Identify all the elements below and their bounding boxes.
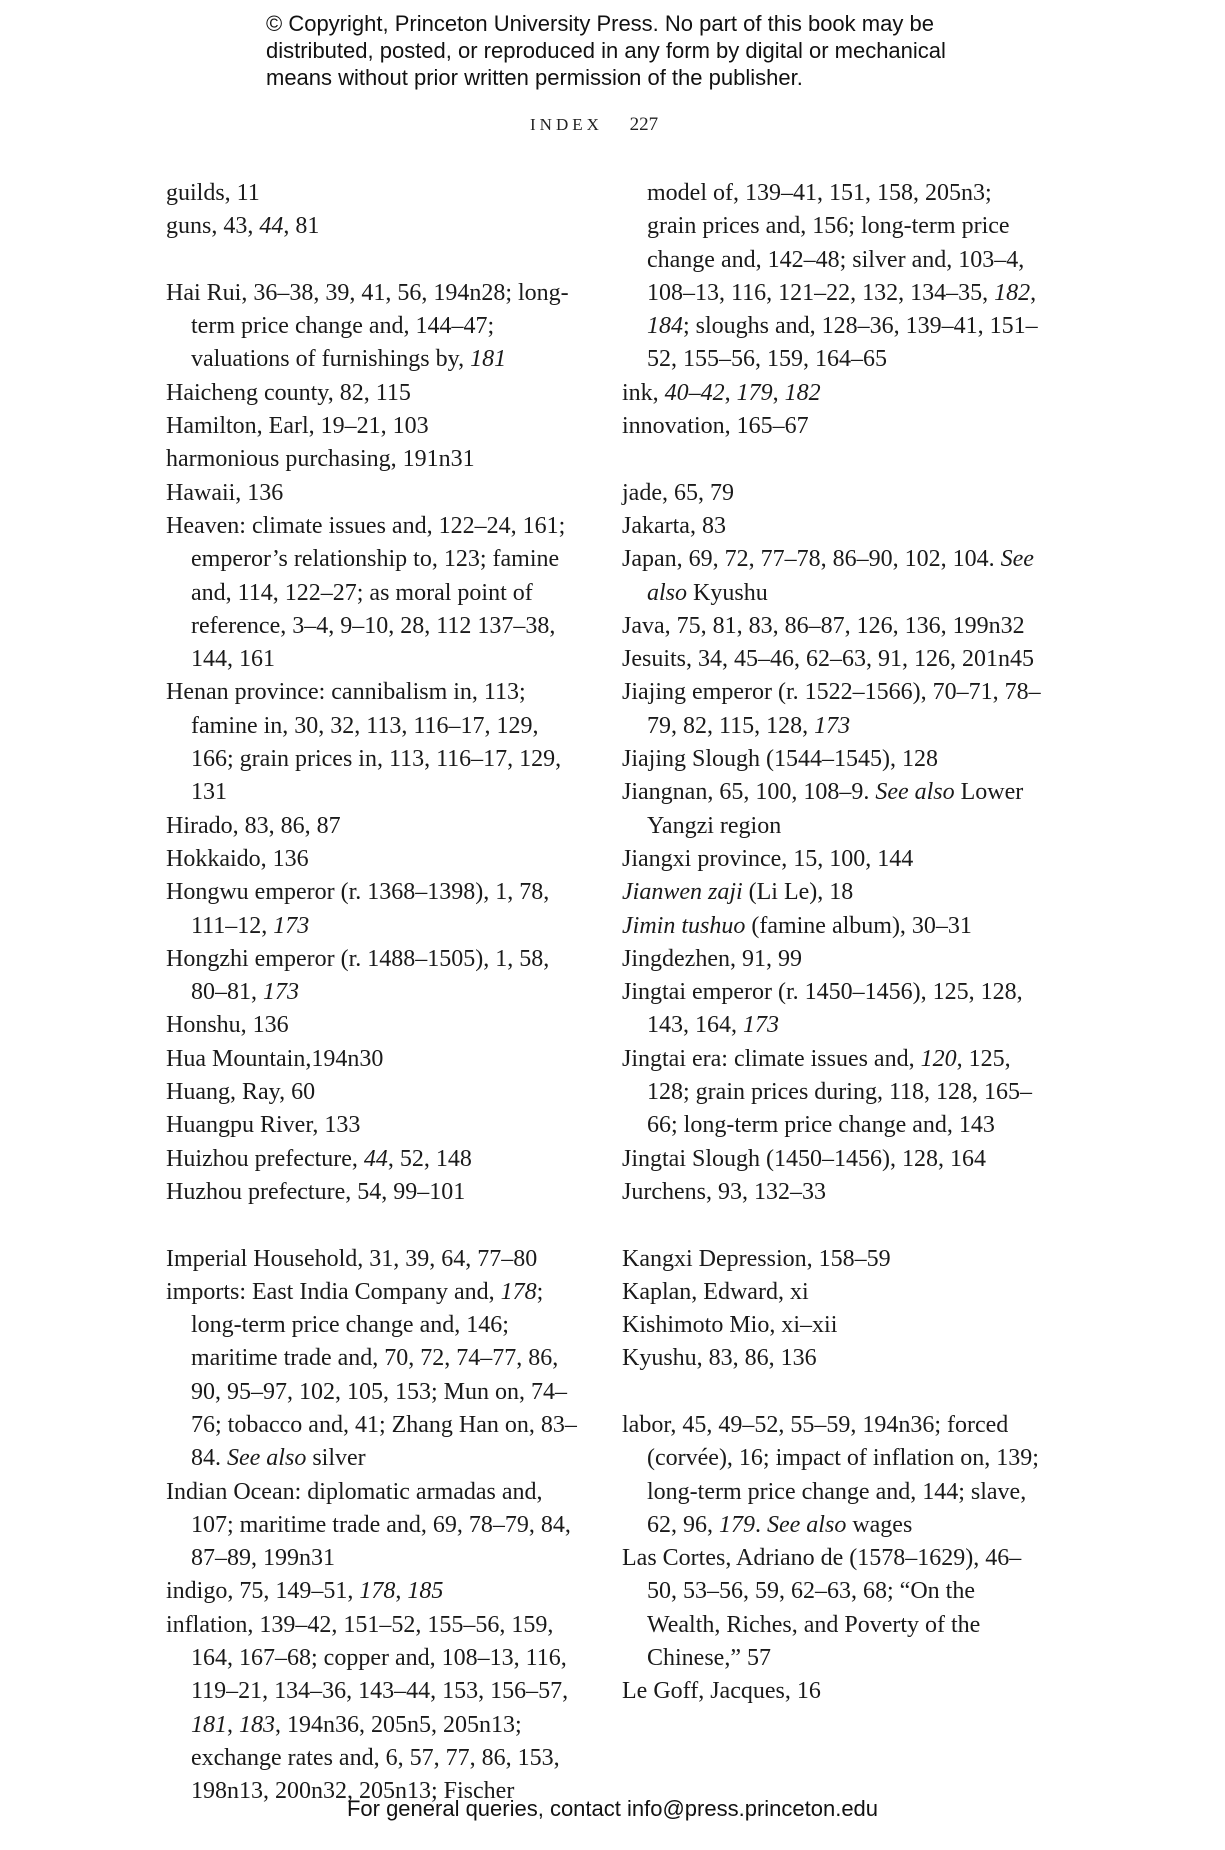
index-entry: [622, 1043, 1042, 1143]
italic-segment: 173: [273, 912, 310, 939]
italic-segment: 40–42: [664, 379, 725, 406]
index-entry: [622, 543, 1042, 610]
text-segment: ,: [772, 379, 785, 406]
text-segment: Honshu, 136: [166, 1012, 289, 1039]
italic-segment: 120: [920, 1045, 957, 1072]
letter-group-gap: [622, 1209, 1042, 1242]
letter-group-gap: [166, 244, 584, 277]
index-entry: [622, 1276, 1042, 1309]
index-entry: [166, 1043, 584, 1076]
text-segment: Indian Ocean: diplomatic armadas and, 107; maritime trade and, 69, 78–79, 84, 87–89, 199n31: [166, 1478, 571, 1572]
italic-segment: See also: [767, 1511, 847, 1538]
footer-contact: For general queries, contact info@press.princeton.edu: [346, 1796, 879, 1821]
italic-segment: 182: [784, 379, 821, 406]
index-entry: [622, 1542, 1042, 1675]
index-entry: [622, 743, 1042, 776]
index-entry: [166, 443, 584, 476]
italic-segment: 182: [994, 279, 1031, 306]
text-segment: Kyushu, 83, 86, 136: [622, 1345, 817, 1372]
text-segment: harmonious purchasing, 191n31: [166, 446, 475, 473]
text-segment: ,: [724, 379, 737, 406]
index-entry: [622, 776, 1042, 843]
text-segment: Hai Rui, 36–38, 39, 41, 56, 194n28; long-term price change and, 144–47; valuations of furnishings by,: [166, 279, 569, 373]
text-segment: Las Cortes, Adriano de (1578–1629), 46–50, 53–56, 59, 62–63, 68; “On the Wealth, Riches, and Poverty of the Chinese,” 57: [622, 1545, 1022, 1672]
text-segment: Henan province: cannibalism in, 113; famine in, 30, 32, 113, 116–17, 129, 166; grain prices in, 113, 116–17, 129, 131: [166, 679, 562, 806]
text-segment: Hongwu emperor (r. 1368–1398), 1, 78, 111–12,: [166, 879, 550, 939]
text-segment: Jingtai era: climate issues and,: [622, 1045, 921, 1072]
index-entry: [166, 1575, 584, 1608]
index-entry: [166, 810, 584, 843]
italic-segment: 173: [743, 1012, 779, 1039]
text-segment: ,: [227, 1711, 239, 1738]
index-entry: [622, 510, 1042, 543]
copyright-line: © Copyright, Princeton University Press. No part of this book may be: [266, 11, 934, 36]
text-segment: guns, 43,: [166, 213, 260, 240]
text-segment: Hokkaido, 136: [166, 845, 309, 872]
text-segment: Hamilton, Earl, 19–21, 103: [166, 413, 429, 440]
text-segment: Hirado, 83, 86, 87: [166, 812, 341, 839]
text-segment: Huang, Ray, 60: [166, 1079, 316, 1106]
index-entry: [166, 510, 584, 676]
index-entry: [622, 1309, 1042, 1342]
text-segment: ink,: [622, 379, 665, 406]
index-entry: [166, 1109, 584, 1142]
italic-segment: 173: [263, 979, 299, 1006]
text-segment: Jakarta, 83: [622, 512, 726, 539]
text-segment: imports: East India Company and,: [166, 1278, 501, 1305]
text-segment: Huzhou prefecture, 54, 99–101: [166, 1178, 466, 1205]
letter-group-gap: [622, 443, 1042, 476]
text-segment: (Li Le), 18: [742, 879, 854, 906]
index-entry: [622, 1342, 1042, 1375]
index-entry: [622, 377, 1042, 410]
letter-group-gap: [622, 1376, 1042, 1409]
running-head-label: INDEX: [530, 115, 603, 134]
index-entry: [622, 643, 1042, 676]
text-segment: , 81: [283, 213, 320, 240]
text-segment: Jesuits, 34, 45–46, 62–63, 91, 126, 201n45: [622, 646, 1035, 673]
index-entry: [622, 610, 1042, 643]
text-segment: Huangpu River, 133: [166, 1112, 361, 1139]
copyright-line: means without prior written permission of the publisher.: [266, 65, 803, 90]
text-segment: ; long-term price change and, 146; maritime trade and, 70, 72, 74–77, 86, 90, 95–97, 102, 105, 153; Mun on, 74–76; tobacco and, 41; Zhang Han on, 83–84.: [191, 1278, 577, 1472]
index-entry: [622, 876, 1042, 909]
italic-segment: See also: [647, 546, 1034, 606]
italic-segment: Jianwen zaji: [622, 879, 743, 906]
index-entry: [166, 477, 584, 510]
index-entry: [166, 676, 584, 809]
text-segment: Jingtai Slough (1450–1456), 128, 164: [622, 1145, 986, 1172]
index-entry: [166, 843, 584, 876]
index-entry: [166, 377, 584, 410]
index-entry: [622, 477, 1042, 510]
text-segment: silver: [306, 1445, 366, 1472]
index-entry: [622, 976, 1042, 1043]
index-entry-continuation: [622, 177, 1042, 377]
index-entry: [622, 910, 1042, 943]
text-segment: innovation, 165–67: [622, 413, 809, 440]
text-segment: Jiajing emperor (r. 1522–1566), 70–71, 78–79, 82, 115, 128,: [622, 679, 1041, 739]
italic-segment: See also: [875, 779, 955, 806]
text-segment: Jingdezhen, 91, 99: [622, 945, 802, 972]
italic-segment: 44: [363, 1145, 388, 1172]
text-segment: wages: [846, 1511, 913, 1538]
text-segment: Le Goff, Jacques, 16: [622, 1678, 821, 1705]
italic-segment: 183: [239, 1711, 275, 1738]
index-entry: [166, 177, 584, 210]
text-segment: Jingtai emperor (r. 1450–1456), 125, 128, 143, 164,: [622, 979, 1023, 1039]
text-segment: Java, 75, 81, 83, 86–87, 126, 136, 199n32: [622, 612, 1025, 639]
italic-segment: 178: [359, 1578, 396, 1605]
index-entry: [622, 943, 1042, 976]
text-segment: Hawaii, 136: [166, 479, 284, 506]
text-segment: Kyushu: [687, 579, 768, 606]
text-segment: model of, 139–41, 151, 158, 205n3; grain prices and, 156; long-term price change and, 142–48; silver and, 103–4, 108–13, 116, 121–22, 132, 134–35,: [647, 180, 1025, 306]
italic-segment: 181: [470, 346, 507, 373]
index-entry: [166, 876, 584, 943]
index-entry: [622, 1143, 1042, 1176]
text-segment: Kishimoto Mio, xi–xii: [622, 1312, 838, 1339]
text-segment: Heaven: climate issues and, 122–24, 161; emperor’s relationship to, 123; famine and, 114, 122–27; as moral point of reference, 3–4, 9–10, 28, 112 137–38, 144, 161: [166, 512, 566, 673]
text-segment: , 125, 128; grain prices during, 118, 128, 165–66; long-term price change and, 143: [647, 1045, 1033, 1139]
text-segment: labor, 45, 49–52, 55–59, 194n36; forced (corvée), 16; impact of inflation on, 139; long-term price change and, 144; slave, 62, 96,: [622, 1411, 1039, 1538]
text-segment: indigo, 75, 149–51,: [166, 1578, 360, 1605]
text-segment: , 194n36, 205n5, 205n13; exchange rates and, 6, 57, 77, 86, 153, 198n13, 200n32, 205n13; Fischer: [191, 1711, 560, 1805]
text-segment: Kangxi Depression, 158–59: [622, 1245, 891, 1272]
index-entry: [622, 1176, 1042, 1209]
text-segment: ,: [1030, 279, 1037, 306]
text-segment: Jiangxi province, 15, 100, 144: [622, 845, 914, 872]
text-segment: guilds, 11: [166, 180, 260, 206]
italic-segment: 179: [736, 379, 773, 406]
index-entry: [622, 1409, 1042, 1542]
index-entry: [166, 1076, 584, 1109]
copyright-notice: [266, 10, 1026, 91]
text-segment: Jiangnan, 65, 100, 108–9.: [622, 779, 876, 806]
italic-segment: 173: [814, 712, 851, 739]
index-entry: [622, 1675, 1042, 1708]
text-segment: Haicheng county, 82, 115: [166, 379, 411, 406]
index-entry: [166, 1276, 584, 1476]
text-segment: Jiajing Slough (1544–1545), 128: [622, 746, 938, 773]
index-entry: [166, 943, 584, 1010]
italic-segment: 184: [647, 313, 683, 340]
text-segment: , 52, 148: [387, 1145, 472, 1172]
text-segment: Lower Yangzi region: [647, 779, 1024, 839]
index-entry: [622, 676, 1042, 743]
text-segment: .: [755, 1511, 767, 1538]
index-entry: [622, 410, 1042, 443]
index-entry: [166, 1476, 584, 1576]
text-segment: Japan, 69, 72, 77–78, 86–90, 102, 104.: [622, 546, 1001, 573]
text-segment: (famine album), 30–31: [745, 912, 972, 939]
text-segment: Imperial Household, 31, 39, 64, 77–80: [166, 1245, 538, 1272]
index-entry: [166, 1243, 584, 1276]
italic-segment: 179: [719, 1511, 755, 1538]
index-entry: [166, 1143, 584, 1176]
text-segment: inflation, 139–42, 151–52, 155–56, 159, 164, 167–68; copper and, 108–13, 116, 119–21, 134–36, 143–44, 153, 156–57,: [166, 1611, 569, 1705]
text-segment: Huizhou prefecture,: [166, 1145, 364, 1172]
copyright-line: distributed, posted, or reproduced in any form by digital or mechanical: [266, 38, 946, 63]
index-entry: [166, 210, 584, 243]
italic-segment: See also: [227, 1445, 307, 1472]
italic-segment: 185: [407, 1578, 444, 1605]
text-segment: ,: [395, 1578, 408, 1605]
italic-segment: 44: [259, 213, 284, 240]
page-number: 227: [629, 114, 659, 135]
italic-segment: Jimin tushuo: [622, 912, 746, 939]
index-entry: [166, 1176, 584, 1209]
italic-segment: 178: [500, 1278, 537, 1305]
index-entry: [166, 1009, 584, 1042]
italic-segment: 181: [191, 1711, 227, 1738]
text-segment: ; sloughs and, 128–36, 139–41, 151–52, 155–56, 159, 164–65: [647, 313, 1038, 373]
text-segment: Jurchens, 93, 132–33: [622, 1178, 826, 1205]
index-entry: [622, 1243, 1042, 1276]
index-entry: [622, 843, 1042, 876]
index-column-left: [166, 177, 584, 1809]
index-entry: [166, 410, 584, 443]
text-segment: Kaplan, Edward, xi: [622, 1278, 809, 1305]
index-entry: [166, 1609, 584, 1809]
index-column-right: [622, 177, 1042, 1709]
letter-group-gap: [166, 1209, 584, 1242]
text-segment: jade, 65, 79: [622, 479, 734, 506]
text-segment: Hua Mountain,194n30: [166, 1045, 384, 1072]
index-entry: [166, 277, 584, 377]
text-segment: Hongzhi emperor (r. 1488–1505), 1, 58, 80–81,: [166, 945, 550, 1006]
running-head: [530, 114, 658, 136]
